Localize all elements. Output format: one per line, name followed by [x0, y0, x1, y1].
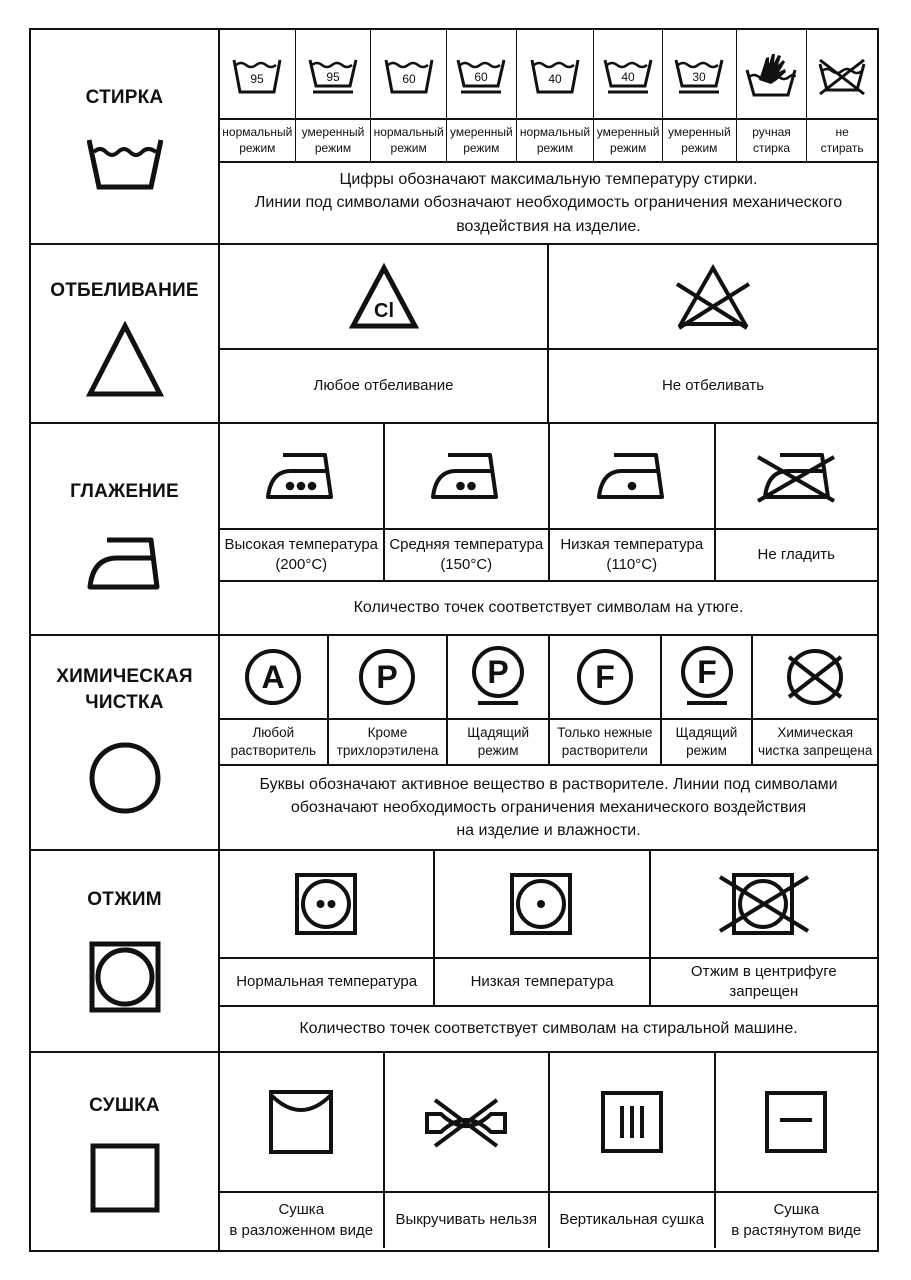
dryclean-a-icon [220, 636, 329, 718]
wash-40-gentle-icon [594, 30, 663, 118]
iron-dot [297, 482, 306, 491]
tumble-dot [316, 900, 324, 908]
hand-wash-icon [737, 30, 808, 118]
dryclean-label: Только нежные растворители [557, 725, 653, 758]
iron-outline [268, 455, 331, 497]
iron-dot [467, 482, 476, 491]
wash-label: не стирать [820, 124, 864, 155]
spin-label: Нормальная температура [236, 972, 418, 990]
dry-label: Вертикальная сушка [559, 1211, 705, 1229]
do-not-wring-icon [385, 1053, 551, 1191]
wash-tub-wave [534, 63, 574, 67]
iron-icon [85, 534, 165, 592]
do-not-dryclean-icon [753, 636, 877, 718]
dryclean-letter: A [261, 659, 285, 695]
wash-60-normal-icon [371, 30, 447, 118]
dryclean-f-gentle-icon [662, 636, 754, 718]
iron-one-dot-icon [550, 424, 716, 528]
tumble-dot [537, 900, 545, 908]
iron-outline [599, 455, 662, 497]
dryclean-label: Химическая чистка запрещена [757, 725, 873, 758]
wash-label: умеренный режим [596, 124, 660, 155]
iron-label: Низкая температура (110°С) [560, 535, 704, 573]
tumble-circle [303, 881, 349, 927]
section-bleaching [31, 245, 877, 424]
bleach-cl-icon [220, 245, 549, 348]
wash-95-normal-icon [220, 30, 296, 118]
ironing-header [31, 424, 220, 634]
wash-temperature: 95 [326, 70, 340, 84]
ironing-note: Количество точек соответствует символам на утюге. [353, 599, 744, 617]
wash-tub-wave [678, 63, 718, 67]
section-drying [31, 1053, 877, 1250]
spin-title: ОТЖИМ [87, 889, 162, 910]
wash-label: умеренный режим [667, 124, 731, 155]
wash-label: нормальный режим [222, 124, 293, 155]
wash-label: нормальный режим [519, 124, 591, 155]
wash-tub-wave [607, 63, 647, 67]
wash-tub-wave [388, 63, 428, 67]
dryclean-p-gentle-icon [448, 636, 550, 718]
dry-label: Выкручивать нельзя [395, 1211, 538, 1229]
tumble-dot [327, 900, 335, 908]
iron-three-dots-icon [220, 424, 385, 528]
wash-40-normal-icon [517, 30, 595, 118]
wash-temperature: 40 [548, 72, 562, 86]
wash-tub-wave [312, 63, 352, 67]
iron-dot [308, 482, 317, 491]
wash-label: умеренный режим [301, 124, 365, 155]
triangle-icon [85, 321, 165, 399]
wash-temperature: 60 [401, 72, 416, 86]
dryclean-label: Щадящий режим [467, 725, 529, 758]
section-ironing [31, 424, 877, 636]
dryclean-letter: F [696, 654, 717, 690]
wash-label: умеренный режим [449, 124, 513, 155]
dryclean-letter: F [595, 659, 615, 695]
dry-flat-icon [716, 1053, 878, 1191]
dry-label: Сушка в разложенном виде [229, 1201, 374, 1239]
iron-label: Не гладить [757, 545, 835, 563]
wash-30-gentle-icon [663, 30, 737, 118]
iron-two-dots-icon [385, 424, 551, 528]
iron-label: Средняя температура (150°С) [389, 535, 544, 573]
spin-header [31, 851, 220, 1051]
iron-dot [286, 482, 295, 491]
wash-tub-icon [87, 138, 163, 190]
dryclean-f-icon [550, 636, 662, 718]
washing-header [31, 30, 220, 243]
wash-tub-wave [460, 63, 500, 67]
dryclean-letter: P [376, 659, 399, 695]
drip-dry-vertical-icon [550, 1053, 716, 1191]
tumble-dry-icon [89, 941, 161, 1013]
care-symbols-sheet [29, 28, 879, 1252]
wash-95-gentle-icon [296, 30, 372, 118]
do-not-bleach-icon [549, 245, 877, 348]
washing-note: Цифры обозначают максимальную температуру стирки. Линии под символами обозначают необходимость ограничения механического воздействия на изделие. [254, 171, 843, 235]
iron-dot [456, 482, 465, 491]
bleach-mark: Cl [373, 299, 394, 322]
dryclean-note: Буквы обозначают активное вещество в растворителе. Линии под символами обозначают необходимость ограничения механического воздействия на изделие и влажности. [259, 775, 838, 840]
wash-temperature: 60 [474, 70, 488, 84]
ironing-title: ГЛАЖЕНИЕ [70, 481, 179, 502]
do-not-wash-icon [807, 30, 877, 118]
dry-flat-spread-icon [220, 1053, 385, 1191]
dry-label: Сушка в растянутом виде [731, 1201, 862, 1239]
drying-title: СУШКА [89, 1095, 160, 1116]
bleaching-title: ОТБЕЛИВАНИЕ [50, 280, 199, 301]
drying-header [31, 1053, 220, 1250]
do-not-iron-icon [716, 424, 878, 528]
spin-label: Низкая температура [470, 972, 614, 990]
wash-label: нормальный режим [373, 124, 444, 155]
dryclean-letter: P [487, 654, 509, 690]
iron-outline [433, 455, 496, 497]
bleaching-header [31, 245, 220, 422]
square-icon [90, 1143, 160, 1213]
wash-tub-wave [236, 63, 276, 67]
dryclean-header [31, 636, 220, 849]
wash-label: ручная стирка [752, 124, 791, 155]
section-washing [31, 30, 877, 245]
section-spin [31, 851, 877, 1053]
spin-note: Количество точек соответствует символам на стиральной машине. [299, 1020, 798, 1038]
washing-title: СТИРКА [85, 87, 164, 108]
wash-temperature: 30 [692, 70, 706, 84]
dryclean-title: ХИМИЧЕСКАЯ ЧИСТКА [56, 666, 193, 713]
wash-temperature: 40 [621, 70, 635, 84]
wash-temperature: 95 [250, 72, 265, 86]
spin-label: Отжим в центрифуге запрещен [690, 962, 837, 1000]
dryclean-p-icon [329, 636, 449, 718]
dryclean-label: Любой растворитель [230, 725, 317, 758]
tumble-two-dots-icon [220, 851, 435, 957]
tumble-one-dot-icon [435, 851, 650, 957]
do-not-tumble-icon [651, 851, 877, 957]
bleach-label: Любое отбеливание [313, 376, 454, 394]
circle-icon [87, 740, 163, 816]
section-dryclean [31, 636, 877, 851]
tumble-square [297, 875, 355, 933]
wash-60-gentle-icon [447, 30, 517, 118]
dryclean-label: Щадящий режим [675, 725, 738, 758]
dryclean-label: Кроме трихлорэтилена [336, 725, 439, 758]
iron-label: Высокая температура (200°С) [224, 535, 379, 573]
bleach-label: Не отбеливать [661, 376, 765, 394]
iron-dot [627, 482, 636, 491]
